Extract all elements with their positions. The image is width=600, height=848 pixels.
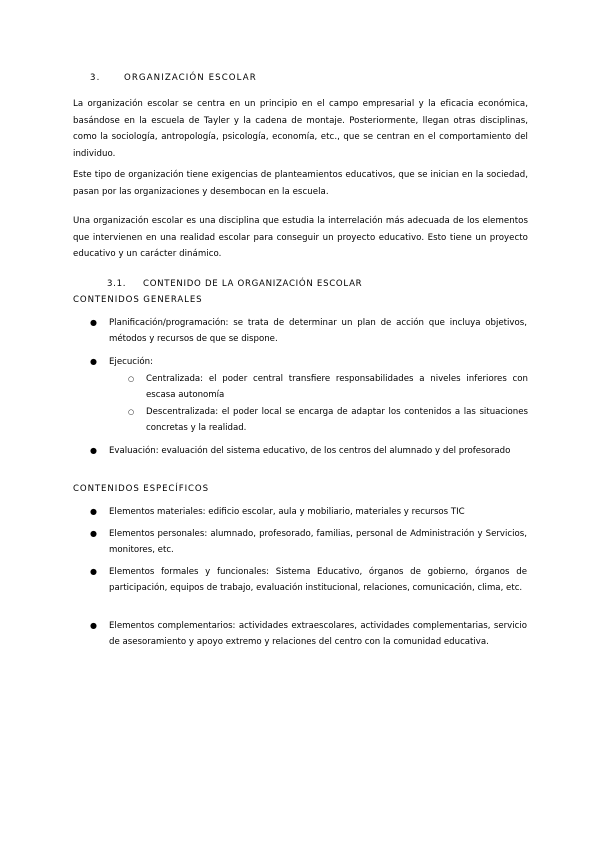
bullet-icon: ● — [90, 567, 97, 576]
list-item: Elementos complementarios: actividades extraescolares, actividades complementarias, servicio de asesoramiento y apoyo extremo y relaciones del centro con la comunidad educativa. — [109, 621, 527, 648]
subsection-number: 3.1. — [107, 279, 127, 289]
list-item: Ejecución: — [109, 357, 153, 367]
list-item: Elementos formales y funcionales: Sistema Educativo, órganos de gobierno, órganos de participación, equipos de trabajo, evaluación institucional, relaciones, comunicación, clima, etc. — [109, 567, 527, 594]
subsection-heading — [107, 279, 362, 289]
circle-bullet-icon: ○ — [128, 408, 135, 416]
especificos-label: CONTENIDOS ESPECÍFICOS — [73, 484, 209, 494]
bullet-icon: ● — [90, 529, 97, 538]
sub-list-item: Descentralizada: el poder local se encarga de adaptar los contenidos a las situaciones concretas y la realidad. — [146, 407, 528, 434]
generales-label: CONTENIDOS GENERALES — [73, 295, 203, 305]
bullet-icon: ● — [90, 357, 97, 366]
list-item: Evaluación: evaluación del sistema educativo, de los centros del alumnado y del profesorado — [109, 446, 511, 456]
paragraph-2: Este tipo de organización tiene exigencias de planteamientos educativos, que se inician en la sociedad, pasan por las organizaciones y desembocan en la escuela. — [73, 170, 528, 197]
list-item: Elementos materiales: edificio escolar, aula y mobiliario, materiales y recursos TIC — [109, 507, 465, 517]
section-number: 3. — [90, 73, 101, 83]
paragraph-3: Una organización escolar es una disciplina que estudia la interrelación más adecuada de los elementos que intervienen en una realidad escolar para conseguir un proyecto educativo. Esto tiene un proyecto educativo y un carácter dinámico. — [73, 216, 528, 260]
circle-bullet-icon: ○ — [128, 375, 135, 383]
bullet-icon: ● — [90, 621, 97, 630]
section-title: ORGANIZACIÓN ESCOLAR — [124, 73, 257, 83]
bullet-icon: ● — [90, 507, 97, 516]
sub-list-item: Centralizada: el poder central transfiere responsabilidades a niveles inferiores con escasa autonomía — [146, 374, 528, 401]
bullet-icon: ● — [90, 446, 97, 455]
list-item: Planificación/programación: se trata de determinar un plan de acción que incluya objetivos, métodos y recursos de que se dispone. — [109, 318, 527, 345]
section-heading — [90, 73, 257, 83]
list-item: Elementos personales: alumnado, profesorado, familias, personal de Administración y Servicios, monitores, etc. — [109, 529, 527, 556]
bullet-icon: ● — [90, 318, 97, 327]
subsection-title: CONTENIDO DE LA ORGANIZACIÓN ESCOLAR — [143, 279, 363, 289]
paragraph-1: La organización escolar se centra en un principio en el campo empresarial y la eficacia económica, basándose en la escuela de Tayler y la cadena de montaje. Posteriormente, llegan otras disciplinas, como la sociología, antropología, psicología, economía, etc., que se centran en el comportamiento del individuo. — [73, 99, 528, 159]
